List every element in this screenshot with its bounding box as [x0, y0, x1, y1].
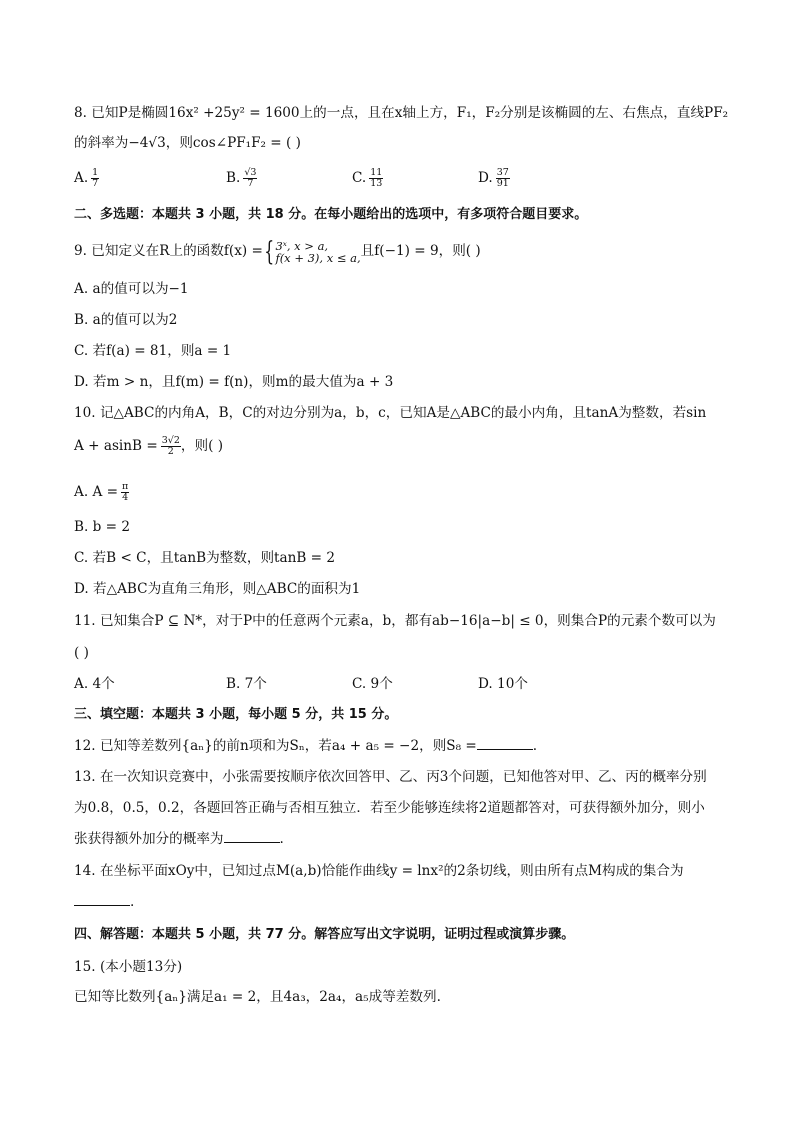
q14-answer-blank[interactable] — [74, 893, 130, 906]
q14-line2: . — [74, 893, 134, 911]
q8-option-c: C. $\frac{11}{13}$ — [352, 167, 383, 189]
q11-line1: 11. 已知集合P ⊆ N*，对于P中的任意两个元素a，b，都有ab−16|a−b| ≤ 0，则集合P的元素个数可以为 — [74, 613, 716, 629]
q15-heading: 15. (本小题13分) — [74, 959, 183, 975]
q11-option-c: C. 9个 — [352, 676, 393, 692]
q9-stem: 9. 已知定义在R上的函数f(x) ={ 3ˣ, x > a, f(x + 3), x ≤ a, 且f(−1) = 9，则( ) — [74, 236, 481, 267]
q10-option-b: B. b = 2 — [74, 519, 131, 535]
q9-option-c: C. 若f(a) = 81，则a = 1 — [74, 343, 232, 359]
q10-option-d: D. 若△ABC为直角三角形，则△ABC的面积为1 — [74, 581, 361, 597]
q8-line2: 的斜率为−4√3，则cos∠PF₁F₂ = ( ) — [74, 135, 301, 151]
q9-option-b: B. a的值可以为2 — [74, 312, 178, 328]
q8-option-b: B. $\frac{√3}{7}$ — [226, 167, 257, 189]
q12-stem: 12. 已知等差数列{aₙ}的前n项和为Sₙ，若a₄ + a₅ = −2，则S₈ = . — [74, 738, 538, 754]
q8-option-a: A. $\frac{1}{7}$ — [74, 167, 99, 189]
q13-line1: 13. 在一次知识竞赛中，小张需要按顺序依次回答甲、乙、丙3个问题，已知他答对甲、乙、丙的概率分别 — [74, 769, 707, 785]
q11-line2: ( ) — [74, 645, 89, 661]
q11-option-d: D. 10个 — [478, 676, 528, 692]
q14-line1: 14. 在坐标平面xOy中，已知过点M(a,b)恰能作曲线y = lnx²的2条切线，则由所有点M构成的集合为 — [74, 863, 684, 879]
q8-option-d: D. $\frac{37}{91}$ — [478, 167, 509, 189]
q10-option-c: C. 若B < C，且tanB为整数，则tanB = 2 — [74, 550, 336, 566]
q12-answer-blank[interactable] — [477, 737, 533, 750]
q9-option-d: D. 若m > n，且f(m) = f(n)，则m的最大值为a + 3 — [74, 374, 394, 390]
section-multiple-choice-heading: 二、多选题：本题共 3 小题，共 18 分。在每小题给出的选项中，有多项符合题目要求。 — [74, 207, 588, 222]
q11-option-a: A. 4个 — [74, 676, 115, 692]
q10-line1: 10. 记△ABC的内角A，B，C的对边分别为a，b，c，已知A是△ABC的最小内角，且tanA为整数，若sin — [74, 405, 707, 421]
q9-option-a: A. a的值可以为−1 — [74, 281, 189, 297]
section-fill-blank-heading: 三、填空题：本题共 3 小题，每小题 5 分，共 15 分。 — [74, 707, 398, 722]
section-solution-heading: 四、解答题：本题共 5 小题，共 77 分。解答应写出文字说明，证明过程或演算步骤。 — [74, 927, 575, 942]
q13-line2: 为0.8，0.5，0.2，各题回答正确与否相互独立．若至少能够连续将2道题都答对，可获得额外加分，则小 — [74, 800, 705, 816]
q8-line1: 8. 已知P是椭圆16x² +25y² = 1600上的一点，且在x轴上方，F₁，F₂分别是该椭圆的左、右焦点，直线PF₂ — [74, 105, 729, 121]
q11-option-b: B. 7个 — [226, 676, 267, 692]
q10-option-a: A. A = $\frac{\pi}{4}$ — [74, 481, 129, 503]
q15-body: 已知等比数列{aₙ}满足a₁ = 2，且4a₃，2a₄，a₅成等差数列. — [74, 989, 441, 1005]
q10-line2: A + asinB = $\frac{3√2}{2}$ ，则( ) — [74, 435, 224, 457]
q13-answer-blank[interactable] — [224, 830, 280, 843]
q13-line3: 张获得额外加分的概率为 . — [74, 831, 284, 847]
